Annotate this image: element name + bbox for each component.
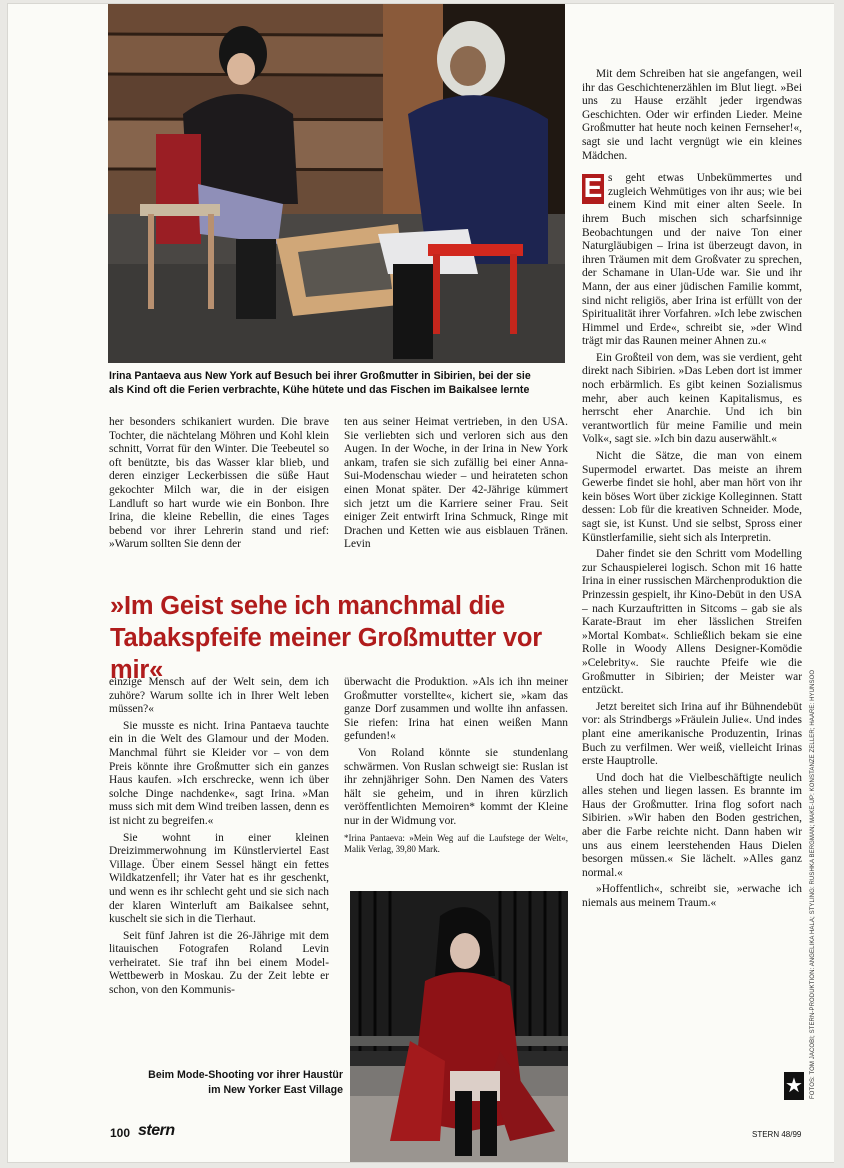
bottom-photo [350,891,568,1162]
paragraph: Sie musste es nicht. Irina Pantaeva tauchte ein in die Welt des Glamour und der Moden. Manchmal führt sie Kleider vor – von dem Preis könnte ihre Großmutter sich ein ganzes Haus kaufen. »Ich erschrecke, wenn ich über solche Dinge nachdenke«, sagt Irina. »Man muss sich mit dem Wind treiben lassen, denn es ist nicht zu begreifen.« [109,719,329,827]
bottom-photo-caption-line1: Beim Mode-Shooting vor ihrer Haustür [148,1069,343,1081]
paragraph: Jetzt bereitet sich Irina auf ihr Bühnendebüt vor: als Strindbergs »Fräulein Julie«. Und indes plant eine amerikanische Produzentin, Irinas Buch zu verfilmen. Wer weiß, vielleicht Irinas erste Hauptrolle. [582,700,802,768]
paragraph: Und doch hat die Vielbeschäftigte neulich alles stehen und liegen lassen. Es brannte im Haus der Großmutter. Irina flog sofort nach Sibirien. »Wir haben den Boden gestrichen, aber die Farbe reichte nicht. Dann haben wir uns aus einem leerstehenden Haus Dielen besorgen müssen.« Sie lächelt. »Alles ganz normal.« [582,771,802,879]
stern-logo: stern [138,1122,175,1139]
page-edge [834,0,844,1168]
paragraph: Ein Großteil von dem, was sie verdient, geht direkt nach Sibirien. »Das Leben dort ist immer noch erbärmlich. Es gibt keinen Sozialismus mehr, aber auch keinen Kapitalismus, es herrscht eher Anarchie. Und ich bin verantwortlich für meine Familie und mein Volk«, sagt sie. »Ich bin dazu auserwählt.« [582,351,802,446]
paragraph: Von Roland könnte sie stundenlang schwärmen. Von Ruslan schweigt sie: Ruslan ist ihr zehnjähriger Sohn. Den Namen des Vaters hält sie geheim, und in ihren kürzlich veröffentlichten Memoiren* kommt der Kleine nur in der Widmung vor. [344,746,568,827]
end-mark-star-icon: ★ [784,1072,804,1100]
top-photo-caption [109,369,569,397]
paragraph: Mit dem Schreiben hat sie angefangen, weil ihr das Geschichtenerzählen im Blut liegt. »Bei uns zu Hause erzählt jeder irgendwas Geschichten. Oder wir erfinden Lieder. Meine Großmutter hat heute noch keinen Fernseher!«, sagt sie und lacht vergnügt wie ein kleines Mädchen. [582,68,802,162]
column-1-upper [109,416,329,555]
bottom-photo-caption-line2: im New Yorker East Village [208,1084,343,1096]
paragraph: ten aus seiner Heimat vertrieben, in den USA. Sie verliebten sich und verloren sich aus den Augen. In der Woche, in der Irina in New York ankam, trafen sie sich zufällig bei einer Anna-Sui-Modenschau wieder – und heirateten schon einen Monat später. Der 42-Jährige kümmert sich jetzt um die Karriere seiner Frau. Seit einiger Zeit entwirft Irina Schmuck, Ringe mit Drachen und Ketten wie aus eisblauen Tränen. Levin [344,416,568,551]
bottom-photo-image [350,891,568,1162]
column-1-lower [109,676,329,1001]
pull-quote-line2: Tabakspfeife meiner Großmutter vor mir« [110,624,543,684]
top-photo-image [108,4,565,363]
paragraph: einzige Mensch auf der Welt sein, dem ich zuhöre? Warum sollte ich in Ihrer Welt leben müssen?« [109,676,329,716]
paragraph: Nicht die Sätze, die man von einem Supermodel erwartet. Das meiste an ihrem Gewerbe findet sie hohl, aber man hört von ihr kein böses Wort über zickige Kolleginnen. Statt dessen: Lob für die kreativen Schneider. Mode, sagt sie, ist Kunst. Und sie selbst, Spross einer Künstlerfamilie, sieht sich als Interpretin. [582,450,802,544]
pull-quote-line1: »Im Geist sehe ich manchmal die [110,592,505,620]
paragraph: »Hoffentlich«, schreibt sie, »erwache ich niemals aus meinem Traum.« [582,883,802,910]
top-photo-caption-line2: als Kind oft die Ferien verbrachte, Kühe hütete und das Fischen im Baikalsee lernte [109,384,530,396]
page-number: 100 [110,1126,131,1140]
paragraph-with-dropcap [582,172,802,349]
photo-credits: FOTOS: TOM JACOBI; STERN-PRODUKTION: ANGELIKA HALA; STYLING: RUSHKA BERGMAN; MAKE-UP: KONSTANZE ZELLER; HAARE: HYUNSOO [810,669,816,1099]
column-2-upper [344,416,568,555]
dropcap: E [583,172,603,204]
footnote: *Irina Pantaeva: »Mein Weg auf die Laufstege der Welt«, Malik Verlag, 39,80 Mark. [344,832,568,854]
paragraph: Seit fünf Jahren ist die 26-Jährige mit dem litauischen Fotografen Roland Levin verheiratet. Sie traf ihn bei einem Model-Wettbewerb in Moskau. Zu der Zeit lebte er schon, von den Kommunis- [109,929,329,997]
bottom-photo-caption [108,1068,343,1098]
paragraph-text: s geht etwas Unbekümmertes und zugleich Wehmütiges von ihr aus; wie bei einem Kind mit einer alten Seele. In ihrem Buch mischen sich scharfsinnige Beobachtungen und der naive Ton einer Naturgläubigen – Irina ist überzeugt davon, in ihren Träumen mit dem Großvater zu sprechen, der Schamane in Ulan-Ude war. Sie und ihr Mann, der aus einer jüdischen Familie kommt, sind nicht religiös, aber Irina ist erfüllt von der Spiritualität ihrer Vorfahren. »Ich lebe zwischen Himmel und Erde«, schreibt sie, »der Wind trägt mir das Raunen meiner Ahnen zu.« [582,172,802,348]
paragraph: her besonders schikaniert wurden. Die brave Tochter, die nächtelang Möhren und Kohl klein schnitt, Vorrat für den Winter. Die Teebeutel so oft benützte, bis das Wasser klar blieb, und deren einziger Leckerbissen die süße Haut gekochter Milch war, die in der eisigen Landluft so hart wurde wie ein Bonbon. Ihre Irina, die kleine Rebellin, die eines Tages bebend vor ihrer Lehrerin stand und rief: »Warum sollten Sie denn der [109,416,329,551]
paragraph: Daher findet sie den Schritt vom Modelling zur Schauspielerei logisch. Schon mit 16 hatte Irina in einer russischen Märchenproduktion die Prinzessin gespielt, ihr Kino-Debüt in den USA – nach Kurzauftritten in Sitcoms – gab sie als Karate-Braut im eher lässlichen Streifen »Mortal Kombat«. Schließlich bekam sie eine Rolle in Woody Allens Designer-Komödie »Celebrity«. Sie rauchte Pfeife wie die Großmutter in Sibirien; der Meister war entzückt. [582,548,802,697]
top-photo-caption-line1: Irina Pantaeva aus New York auf Besuch bei ihrer Großmutter in Sibirien, bei der sie [109,370,531,382]
magazine-page [8,4,838,1162]
pull-quote [110,590,580,686]
paragraph: überwacht die Produktion. »Als ich ihn meiner Großmutter vorstellte«, kichert sie, »kam das ganze Dorf zusammen und wollte ihn anfassen. Sie riefen: Irina hat einen weißen Mann gefunden!« [344,676,568,743]
column-3 [582,68,802,914]
top-photo [108,4,565,363]
paragraph: Sie wohnt in einer kleinen Dreizimmerwohnung im Künstlerviertel East Village. Über einem Sessel hängt ein fettes Wildkatzenfell; ihr Vater hat es ihr geschenkt, und wenn es ihr schlecht geht und sie sich nach der klaren Winterluft am Baikalsee sehnt, kuschelt sie sich in die Tierhaut. [109,831,329,926]
issue-label: STERN 48/99 [752,1130,802,1139]
column-2-lower [344,676,568,858]
